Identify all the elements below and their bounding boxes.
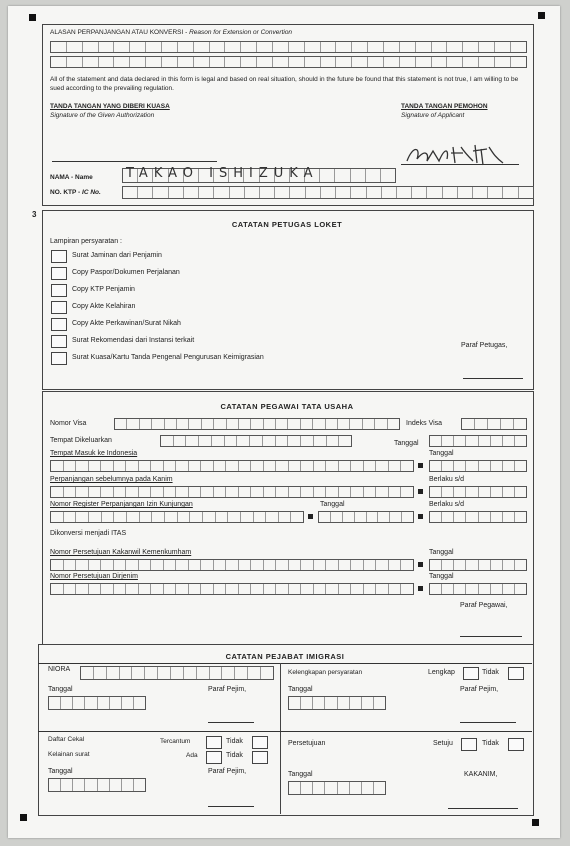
separator-mark (418, 463, 423, 468)
tidak-ada-checkbox[interactable] (252, 751, 268, 764)
kakanim-line (448, 808, 518, 809)
setuju-label: Setuju (433, 740, 453, 747)
nomor-register-label: Nomor Register Perpanjangan Izin Kunjungan (50, 501, 193, 508)
separator-mark (308, 514, 313, 519)
tu-title: CATATAN PEGAWAI TATA USAHA (220, 402, 354, 411)
sig-auth-label-en: Signature of the Given Authorization (50, 112, 155, 119)
name-label: NAMA - Name (50, 174, 93, 181)
ktp-label-id: NO. KTP - (50, 189, 83, 196)
tanggal-kelengkapan-label: Tanggal (288, 686, 313, 693)
nomor-register-field[interactable] (50, 511, 304, 523)
tanggal-cekal-label: Tanggal (48, 768, 73, 775)
registration-mark (532, 819, 539, 826)
tanggal-niora-label: Tanggal (48, 686, 73, 693)
separator-mark (418, 514, 423, 519)
item-kuasa: Surat Kuasa/Kartu Tanda Pengenal Pengurusan Keimigrasian (72, 354, 264, 361)
tempat-dikeluarkan-field[interactable] (160, 435, 352, 447)
dirjenim-label: Nomor Persetujuan Dirjenim (50, 573, 138, 580)
tidak-lengkap-checkbox[interactable] (508, 667, 524, 680)
sig-auth-label: TANDA TANGAN YANG DIBERI KUASA (50, 103, 170, 110)
item-perkawinan: Copy Akte Perkawinan/Surat Nikah (72, 320, 181, 327)
loket-title: CATATAN PETUGAS LOKET (231, 220, 343, 229)
item-paspor: Copy Paspor/Dokumen Perjalanan (72, 269, 180, 276)
tanggal-masuk-field[interactable] (429, 460, 527, 472)
separator-mark (418, 586, 423, 591)
persetujuan-label: Persetujuan (288, 740, 326, 747)
item-kelahiran: Copy Akte Kelahiran (72, 303, 136, 310)
tanggal-persetujuan-field[interactable] (288, 781, 386, 795)
checkbox-jaminan[interactable] (51, 250, 67, 263)
tanggal-niora-field[interactable] (48, 696, 146, 710)
paraf-pegawai-line (460, 636, 522, 637)
nomor-visa-label: Nomor Visa (50, 420, 87, 427)
registration-mark (29, 14, 36, 21)
tanggal-register-field[interactable] (318, 511, 414, 523)
kakanim-label: KAKANIM, (464, 771, 498, 778)
paraf-petugas-line (463, 378, 523, 379)
item-jaminan: Surat Jaminan dari Penjamin (72, 252, 162, 259)
kakanwil-label: Nomor Persetujuan Kakanwil Kemenkumham (50, 549, 192, 556)
tidak-tercantum-label: Tidak (226, 738, 243, 745)
perpanjangan-label: Perpanjangan sebelumnya pada Kanim (50, 476, 173, 483)
paraf-pejim-1: Paraf Pejim, (208, 686, 247, 693)
checkbox-paspor[interactable] (51, 267, 67, 280)
registration-mark (20, 814, 27, 821)
reason-label: ALASAN PERPANJANGAN ATAU KONVERSI (50, 29, 184, 36)
berlaku-label-1: Berlaku s/d (429, 476, 465, 483)
checkbox-kelahiran[interactable] (51, 301, 67, 314)
dirjenim-field[interactable] (50, 583, 414, 595)
dikonversi-label: Dikonversi menjadi ITAS (50, 530, 127, 537)
ada-checkbox[interactable] (206, 751, 222, 764)
daftar-cekal-label: Daftar Cekal (48, 736, 85, 743)
item-ktp: Copy KTP Penjamin (72, 286, 135, 293)
setuju-checkbox[interactable] (461, 738, 477, 751)
tidak-setuju-checkbox[interactable] (508, 738, 524, 751)
paraf-pejim-line (208, 722, 254, 723)
indeks-visa-label: Indeks Visa (406, 420, 443, 427)
pejabat-title: CATATAN PEJABAT IMIGRASI (225, 652, 345, 661)
berlaku-field-1[interactable] (429, 486, 527, 498)
paraf-pejim-line (460, 722, 516, 723)
checkbox-ktp[interactable] (51, 284, 67, 297)
sig-applicant-line (401, 164, 519, 165)
berlaku-label-2: Berlaku s/d (429, 501, 465, 508)
divider (38, 731, 532, 732)
reason-field-row-1[interactable] (50, 41, 527, 53)
sig-applicant-label-en: Signature of Applicant (401, 112, 465, 119)
paraf-pejim-2: Paraf Pejim, (460, 686, 499, 693)
section-number: 3 (32, 210, 37, 219)
ada-label: Ada (186, 752, 198, 759)
tanggal-masuk-label: Tanggal (429, 450, 454, 457)
indeks-visa-field[interactable] (461, 418, 527, 430)
separator-mark (418, 489, 423, 494)
tanggal-kelengkapan-field[interactable] (288, 696, 386, 710)
separator-mark (418, 562, 423, 567)
checkbox-perkawinan[interactable] (51, 318, 67, 331)
niora-label: NIORA (48, 666, 71, 673)
tercantum-checkbox[interactable] (206, 736, 222, 749)
loket-intro: Lampiran persyaratan : (50, 238, 122, 245)
nomor-visa-field[interactable] (114, 418, 400, 430)
form-sheet (8, 6, 560, 838)
kelainan-surat-label: Kelainan surat (48, 751, 90, 758)
tercantum-label: Tercantum (160, 738, 191, 745)
ktp-label (50, 189, 101, 196)
divider (38, 663, 532, 664)
reason-field-row-2[interactable] (50, 56, 527, 68)
kakanwil-field[interactable] (50, 559, 414, 571)
niora-field[interactable] (80, 666, 274, 680)
item-rekomendasi: Surat Rekomendasi dari Instansi terkait (72, 337, 195, 344)
paraf-pejim-line (208, 806, 254, 807)
tidak-setuju-label: Tidak (482, 740, 499, 747)
tanggal-dirjenim-field[interactable] (429, 583, 527, 595)
kelengkapan-label: Kelengkapan persyaratan (288, 669, 363, 676)
tidak-ada-label: Tidak (226, 752, 243, 759)
divider-vertical (280, 663, 281, 814)
paraf-pegawai: Paraf Pegawai, (460, 602, 508, 609)
paraf-pejim-3: Paraf Pejim, (208, 768, 247, 775)
tanggal-dikeluarkan-label: Tanggal (394, 440, 419, 447)
tanggal-dikeluarkan-field[interactable] (429, 435, 527, 447)
loket-section (42, 210, 534, 390)
ktp-label-en: IC No. (82, 189, 101, 196)
tanggal-cekal-field[interactable] (48, 778, 146, 792)
tanggal-dirjenim-label: Tanggal (429, 573, 454, 580)
perpanjangan-field[interactable] (50, 486, 414, 498)
tidak-tercantum-checkbox[interactable] (252, 736, 268, 749)
reason-label-en: Reason for Extension or Convertion (189, 29, 293, 36)
tanggal-kakanwil-field[interactable] (429, 559, 527, 571)
name-value: TAKAO ISHIZUKA (126, 166, 319, 181)
checkbox-kuasa[interactable] (51, 352, 67, 365)
ktp-field[interactable] (122, 186, 534, 199)
tempat-masuk-label: Tempat Masuk ke Indonesia (50, 450, 138, 457)
berlaku-field-2[interactable] (429, 511, 527, 523)
lengkap-checkbox[interactable] (463, 667, 479, 680)
tanggal-persetujuan-label: Tanggal (288, 771, 313, 778)
reason-heading: ALASAN PERPANJANGAN ATAU KONVERSI - Reason for Extension or Convertion (50, 29, 293, 36)
tempat-dikeluarkan-label: Tempat Dikeluarkan (50, 437, 112, 444)
paraf-petugas: Paraf Petugas, (461, 342, 508, 349)
legal-statement: All of the statement and data declared in this form is legal and based on real situation, should in the future be found that this statement is not true, I am willing to be sued according to the prevailing regulation. (50, 76, 519, 92)
sig-applicant-label: TANDA TANGAN PEMOHON (401, 103, 488, 110)
tanggal-register-label: Tanggal (320, 501, 345, 508)
applicant-signature (403, 139, 518, 167)
registration-mark (538, 12, 545, 19)
tidak-lengkap-label: Tidak (482, 669, 499, 676)
checkbox-rekomendasi[interactable] (51, 335, 67, 348)
lengkap-label: Lengkap (428, 669, 455, 676)
tempat-masuk-field[interactable] (50, 460, 414, 472)
tanggal-kakanwil-label: Tanggal (429, 549, 454, 556)
sig-auth-line (52, 161, 217, 162)
